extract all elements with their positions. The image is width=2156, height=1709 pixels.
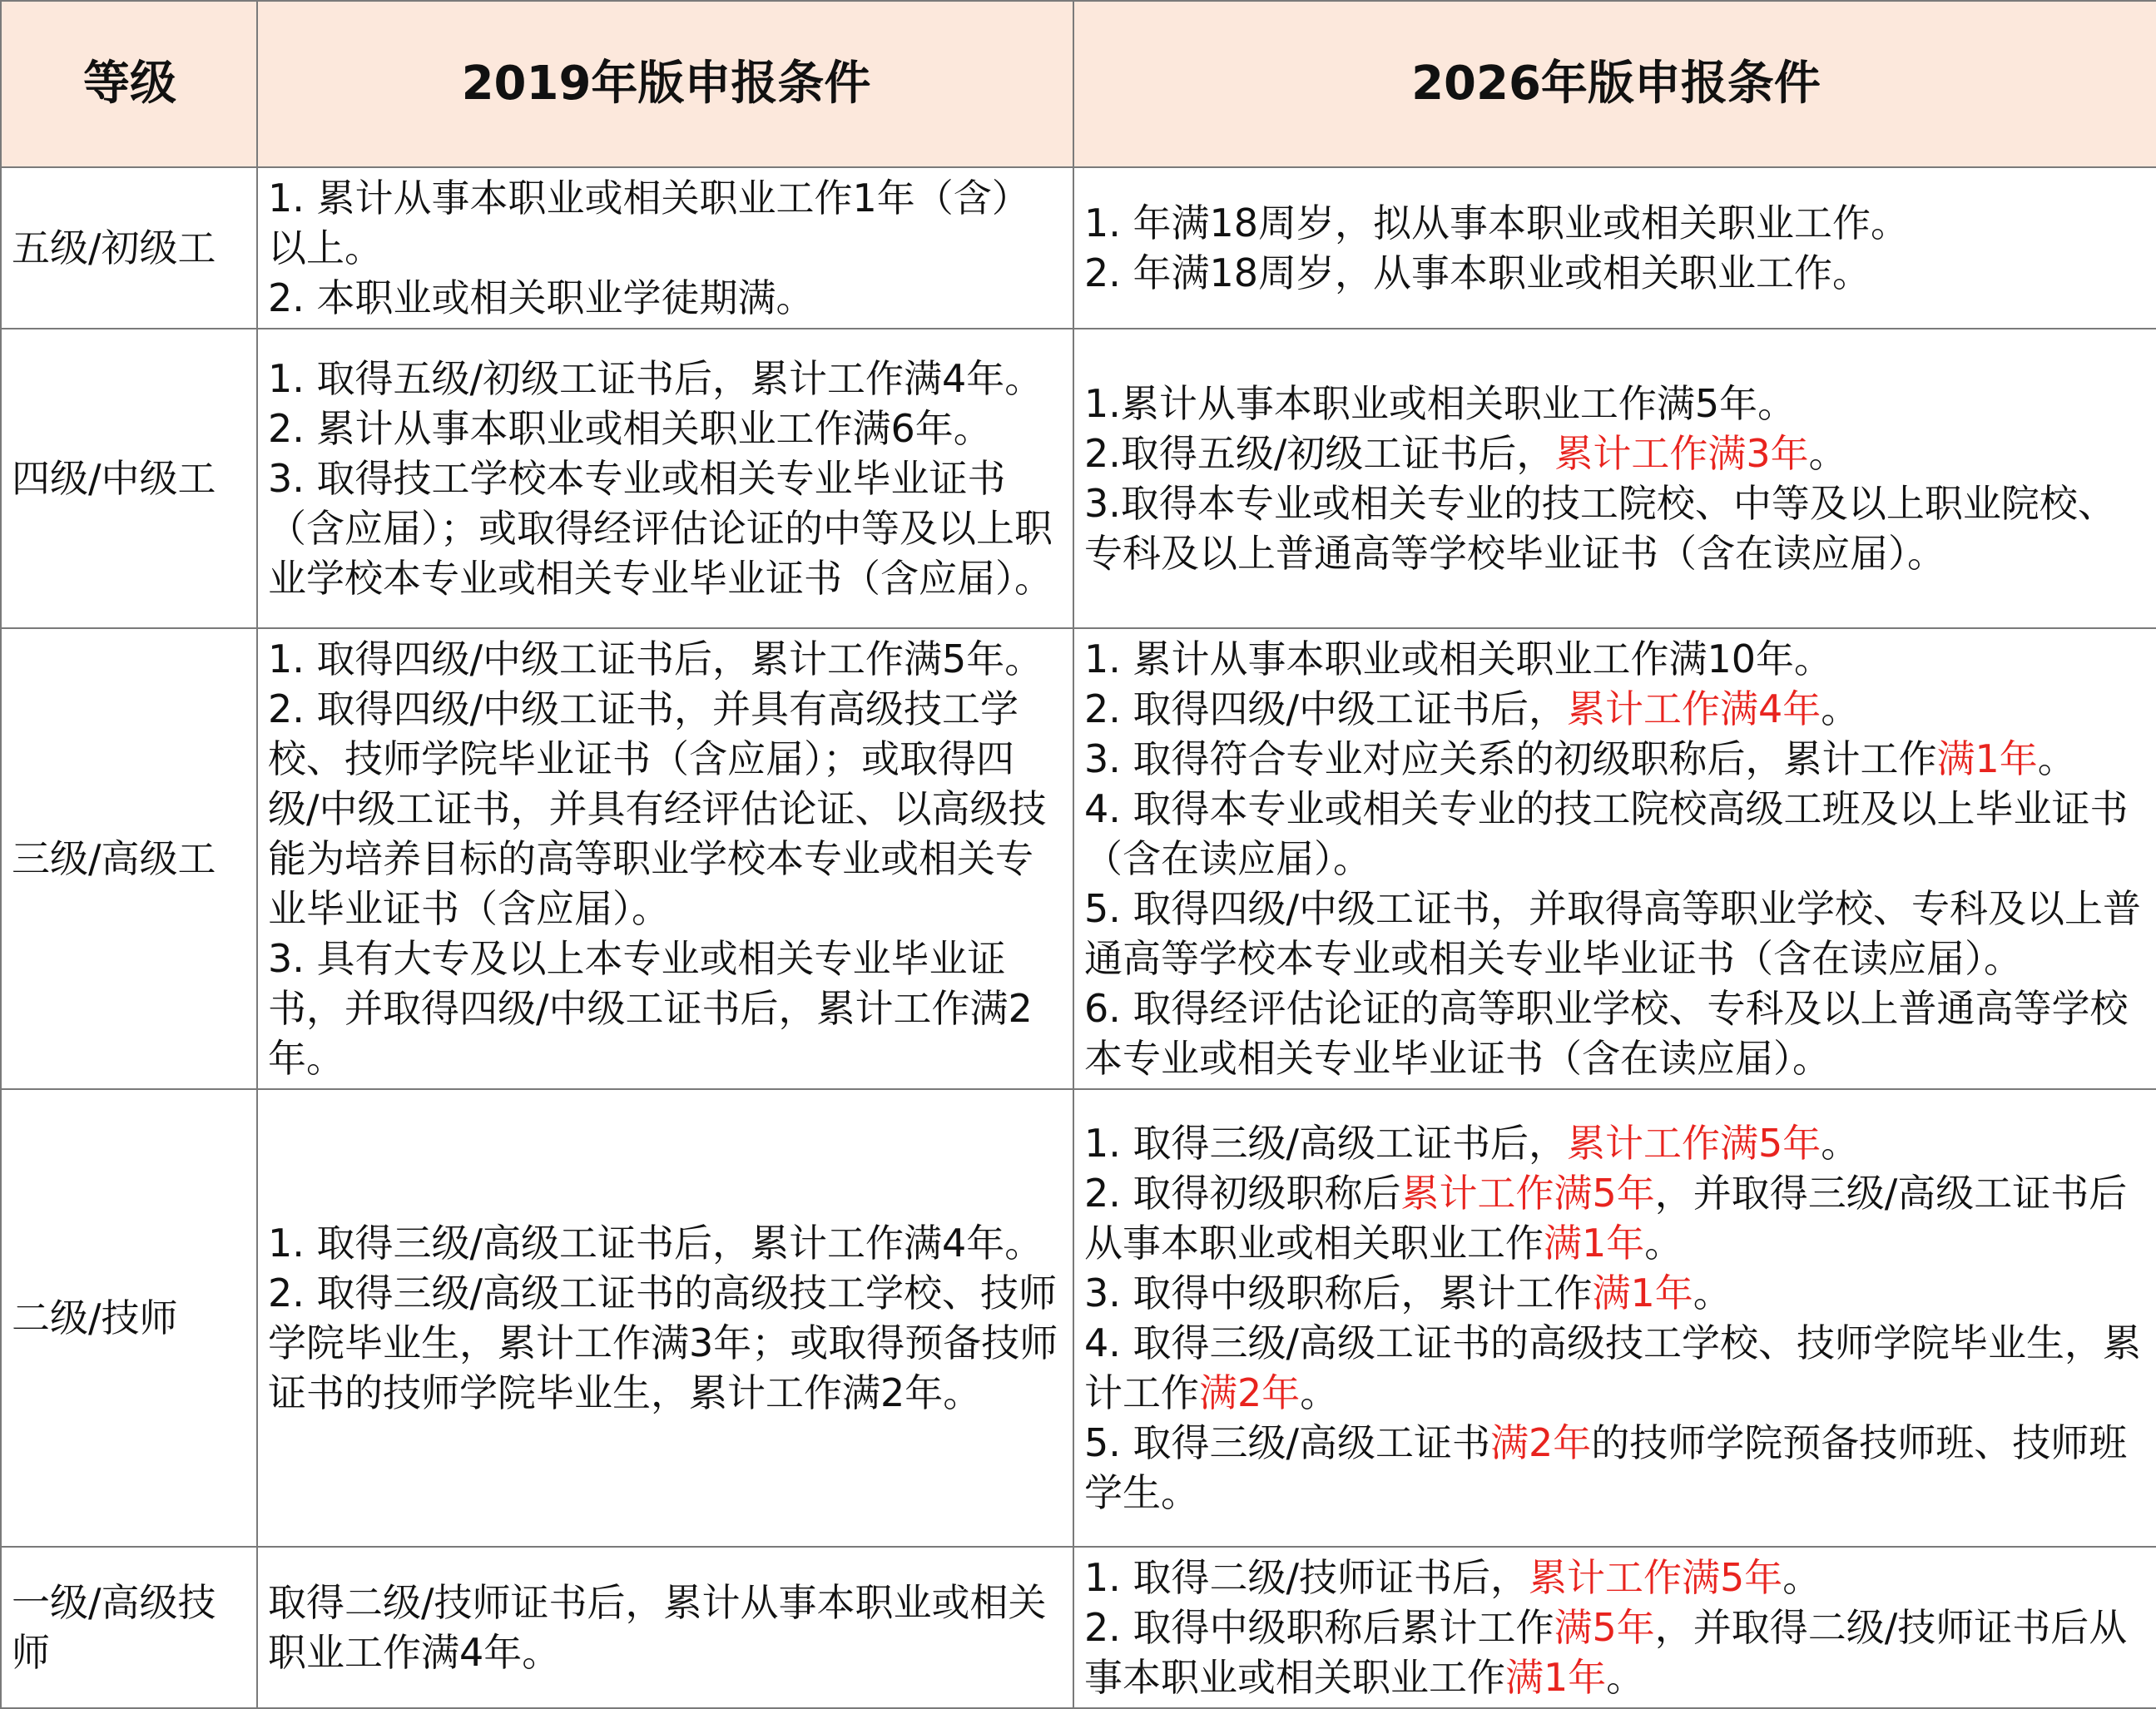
requirement-2026-line [1084,734,2148,784]
requirement-text: 1. 取得二级/技师证书后， [1084,1555,1529,1600]
requirement-text: 3.取得本专业或相关专业的技工院校、中等及以上职业院校、专科及以上普通高等学校毕业证书（含在读应届）。 [1084,481,2116,576]
requirement-2026-line [1084,634,2148,684]
requirement-text: ，并取得三级/高级工证书后从事本职业或相关职业工作 [1084,1171,2128,1266]
highlighted-text: 满5年 [1554,1605,1655,1650]
requirement-2019-line: 2. 取得三级/高级工证书的高级技工学校、技师学院毕业生，累计工作满3年；或取得预备技师证书的技师学院毕业生，累计工作满2年。 [268,1271,1058,1415]
requirement-text: 。 [1300,1370,1339,1415]
requirement-2019-line: 1. 累计从事本职业或相关职业工作1年（含）以上。 [268,176,1030,270]
header-2019: 2019年版申报条件 [257,1,1073,167]
highlighted-text: 累计工作满4年 [1567,686,1821,731]
requirement-text: 5. 取得四级/中级工证书，并取得高等职业学校、专科及以上普通高等学校本专业或相关专业毕业证书（含在读应届）。 [1084,886,2142,981]
requirement-text: 的技师学院预备技师班、技师班学生。 [1084,1420,2128,1515]
requirement-2026-line [1084,1553,2148,1602]
cell-2019 [257,329,1073,628]
requirement-2026-line [1084,1602,2148,1702]
requirement-2026-line [1084,198,2148,248]
requirement-2026-line [1084,784,2148,884]
requirement-2026-line [1084,1118,2148,1168]
level-cell: 二级/技师 [1,1089,257,1547]
requirement-2019-line: 取得二级/技师证书后，累计从事本职业或相关职业工作满4年。 [268,1580,1047,1675]
highlighted-text: 累计工作满5年 [1529,1555,1783,1600]
requirement-2019-line: 2. 取得四级/中级工证书，并具有高级技工学校、技师学院毕业证书（含应届）；或取得四级/中级工证书，并具有经评估论证、以高级技能为培养目标的高等职业学校本专业或相关专业毕业证书（含应届）。 [268,686,1047,931]
requirement-2019-line: 1. 取得三级/高级工证书后，累计工作满4年。 [268,1221,1043,1266]
highlighted-text: 累计工作满3年 [1554,431,1809,476]
requirement-text: 。 [1606,1655,1645,1700]
cell-2019 [257,167,1073,329]
requirement-text: 2. 取得中级职称后累计工作 [1084,1605,1554,1650]
highlighted-text: 满1年 [1592,1271,1693,1315]
table-row [1,167,2156,329]
level-cell: 三级/高级工 [1,628,257,1089]
table-row [1,628,2156,1089]
requirement-text: 。 [1821,686,1860,731]
highlighted-text: 满2年 [1199,1370,1301,1415]
requirement-text: 5. 取得三级/高级工证书 [1084,1420,1491,1465]
requirement-text: 1. 取得三级/高级工证书后， [1084,1121,1568,1166]
requirement-text: 2.取得五级/初级工证书后， [1084,431,1555,476]
requirement-2019-line: 2. 累计从事本职业或相关职业工作满6年。 [268,406,992,451]
requirement-text: 。 [1782,1555,1821,1600]
table-row [1,1089,2156,1547]
level-cell: 四级/中级工 [1,329,257,628]
requirement-text: ，并取得二级/技师证书后从事本职业或相关职业工作 [1084,1605,2128,1700]
requirement-2026-line [1084,983,2148,1083]
requirement-text: 。 [1644,1221,1683,1266]
requirement-text: 。 [1821,1121,1860,1166]
header-level: 等级 [1,1,257,167]
requirement-text: 。 [1808,431,1847,476]
requirement-2026-line [1084,884,2148,983]
requirement-text: 1. 年满18周岁，拟从事本职业或相关职业工作。 [1084,201,1910,245]
highlighted-text: 满1年 [1936,736,2038,781]
requirement-text: 2. 取得初级职称后 [1084,1171,1401,1216]
requirement-text: 1.累计从事本职业或相关职业工作满5年。 [1084,381,1797,426]
table-row [1,1547,2156,1708]
requirement-2026-line [1084,379,2148,428]
highlighted-text: 累计工作满5年 [1567,1121,1821,1166]
cell-2026 [1073,628,2156,1089]
cell-2019 [257,628,1073,1089]
highlighted-text: 满2年 [1490,1420,1592,1465]
requirement-text: 3. 取得中级职称后，累计工作 [1084,1271,1593,1315]
requirement-text: 。 [1693,1271,1732,1315]
requirement-2026-line [1084,684,2148,734]
requirement-text: 2. 年满18周岁，从事本职业或相关职业工作。 [1084,250,1871,295]
requirement-2026-line [1084,478,2148,578]
requirement-2026-line [1084,1418,2148,1518]
cell-2026 [1073,329,2156,628]
requirement-2026-line [1084,1168,2148,1268]
requirement-2019-line: 3. 取得技工学校本专业或相关专业毕业证书（含应届）；或取得经评估论证的中等及以上职业学校本专业或相关专业毕业证书（含应届）。 [268,456,1053,601]
cell-2019 [257,1547,1073,1708]
requirement-text: 2. 取得四级/中级工证书后， [1084,686,1568,731]
level-cell: 五级/初级工 [1,167,257,329]
header-row [1,1,2156,167]
requirement-2026-line [1084,248,2148,298]
requirement-text: 1. 累计从事本职业或相关职业工作满10年。 [1084,637,1833,681]
cell-2026 [1073,1547,2156,1708]
table-row [1,329,2156,628]
requirement-text: 4. 取得本专业或相关专业的技工院校高级工班及以上毕业证书（含在读应届）。 [1084,786,2129,881]
highlighted-text: 满1年 [1544,1221,1645,1266]
requirement-text: 。 [2037,736,2076,781]
requirement-2026-line [1084,428,2148,478]
cell-2026 [1073,167,2156,329]
requirement-2019-line: 2. 本职业或相关职业学徒期满。 [268,275,815,320]
requirement-text: 6. 取得经评估论证的高等职业学校、专科及以上普通高等学校本专业或相关专业毕业证书（含在读应届）。 [1084,986,2129,1081]
requirement-text: 3. 取得符合专业对应关系的初级职称后，累计工作 [1084,736,1937,781]
cell-2026 [1073,1089,2156,1547]
requirement-2019-line: 1. 取得五级/初级工证书后，累计工作满4年。 [268,356,1043,401]
requirement-text: 4. 取得三级/高级工证书的高级技工学校、技师学院毕业生，累计工作 [1084,1320,2142,1415]
requirement-2026-line [1084,1318,2148,1418]
header-2026: 2026年版申报条件 [1073,1,2156,167]
table-body [1,167,2156,1708]
cell-2019 [257,1089,1073,1547]
highlighted-text: 满1年 [1505,1655,1607,1700]
requirement-2019-line: 3. 具有大专及以上本专业或相关专业毕业证书，并取得四级/中级工证书后，累计工作满2年。 [268,936,1033,1081]
requirement-2019-line: 1. 取得四级/中级工证书后，累计工作满5年。 [268,637,1043,681]
highlighted-text: 累计工作满5年 [1400,1171,1655,1216]
requirement-2026-line [1084,1268,2148,1318]
level-cell: 一级/高级技师 [1,1547,257,1708]
